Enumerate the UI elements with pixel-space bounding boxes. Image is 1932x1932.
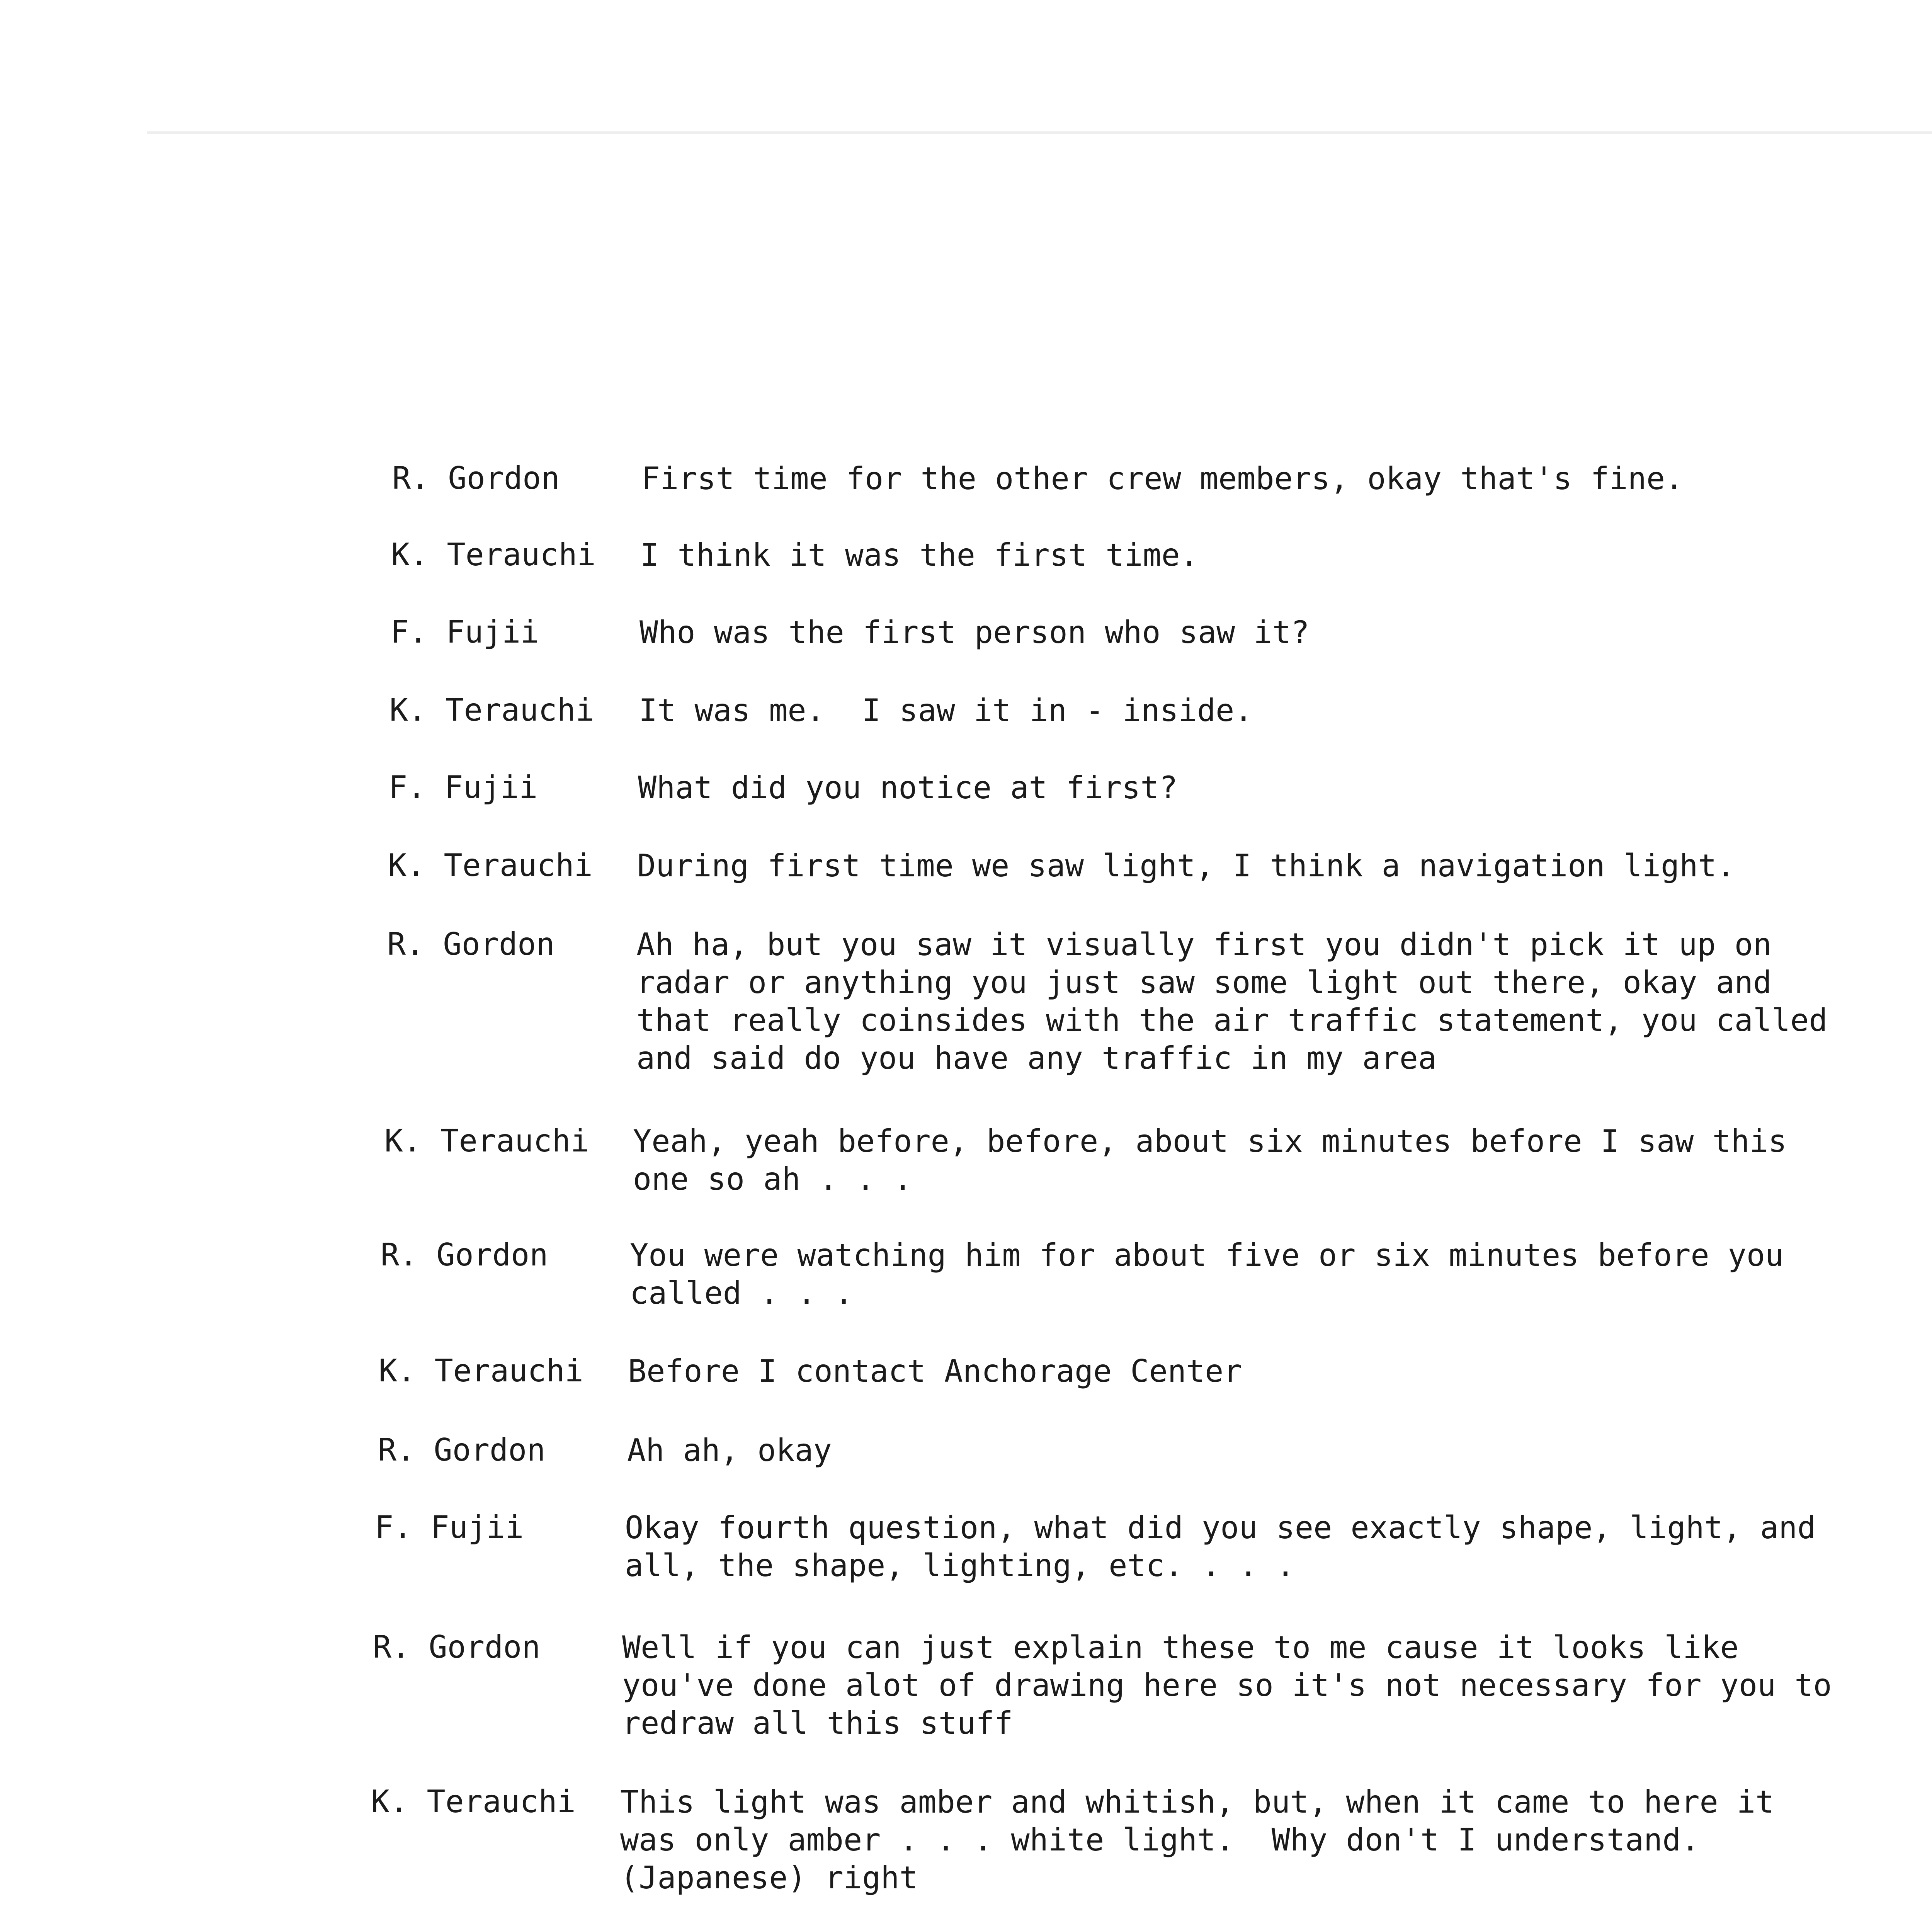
dialogue-text: During first time we saw light, I think a navigation light. bbox=[637, 848, 1735, 884]
dialogue-text: I think it was the first time. bbox=[640, 537, 1199, 573]
speaker-name: K. Terauchi bbox=[384, 1123, 589, 1159]
speaker-name: K. Terauchi bbox=[391, 537, 596, 573]
speaker-name: R. Gordon bbox=[378, 1432, 546, 1468]
dialogue-text: Ah ah, okay bbox=[627, 1432, 832, 1468]
dialogue-text: You were watching him for about five or six minutes before you called . . . bbox=[630, 1237, 1784, 1311]
speaker-name: K. Terauchi bbox=[389, 692, 594, 728]
dialogue-text: What did you notice at first? bbox=[638, 770, 1178, 806]
speaker-name: R. Gordon bbox=[392, 460, 560, 496]
dialogue-text: It was me. I saw it in - inside. bbox=[639, 692, 1253, 728]
dialogue-text: Before I contact Anchorage Center bbox=[628, 1353, 1242, 1389]
speaker-name: K. Terauchi bbox=[371, 1784, 576, 1820]
dialogue-text: Who was the first person who saw it? bbox=[639, 614, 1310, 650]
speaker-name: K. Terauchi bbox=[388, 847, 593, 883]
dialogue-text: This light was amber and whitish, but, when it came to here it was only amber . . . white light. Why don't I understand. (Japanese) right bbox=[620, 1784, 1774, 1896]
dialogue-text: Okay fourth question, what did you see exactly shape, light, and all, the shape, lighting, etc. . . . bbox=[625, 1510, 1816, 1583]
speaker-name: F. Fujii bbox=[375, 1509, 524, 1545]
dialogue-text: Well if you can just explain these to me cause it looks like you've done alot of drawing here so it's not necessary for you to redraw all this stuff bbox=[622, 1629, 1832, 1741]
speaker-name: R. Gordon bbox=[373, 1629, 541, 1665]
speaker-name: F. Fujii bbox=[390, 614, 539, 650]
paper-edge bbox=[147, 131, 1932, 134]
speaker-name: F. Fujii bbox=[389, 769, 538, 805]
dialogue-text: First time for the other crew members, okay that's fine. bbox=[641, 461, 1684, 497]
dialogue-text: Ah ha, but you saw it visually first you didn't pick it up on radar or anything you just saw some light out there, okay and that really coinsides with the air traffic statement, you called and said do you have any traffic in my area bbox=[636, 927, 1828, 1076]
dialogue-text: Yeah, yeah before, before, about six minutes before I saw this one so ah . . . bbox=[633, 1123, 1787, 1197]
speaker-name: R. Gordon bbox=[381, 1237, 548, 1273]
speaker-name: K. Terauchi bbox=[379, 1353, 583, 1389]
speaker-name: R. Gordon bbox=[387, 926, 555, 962]
